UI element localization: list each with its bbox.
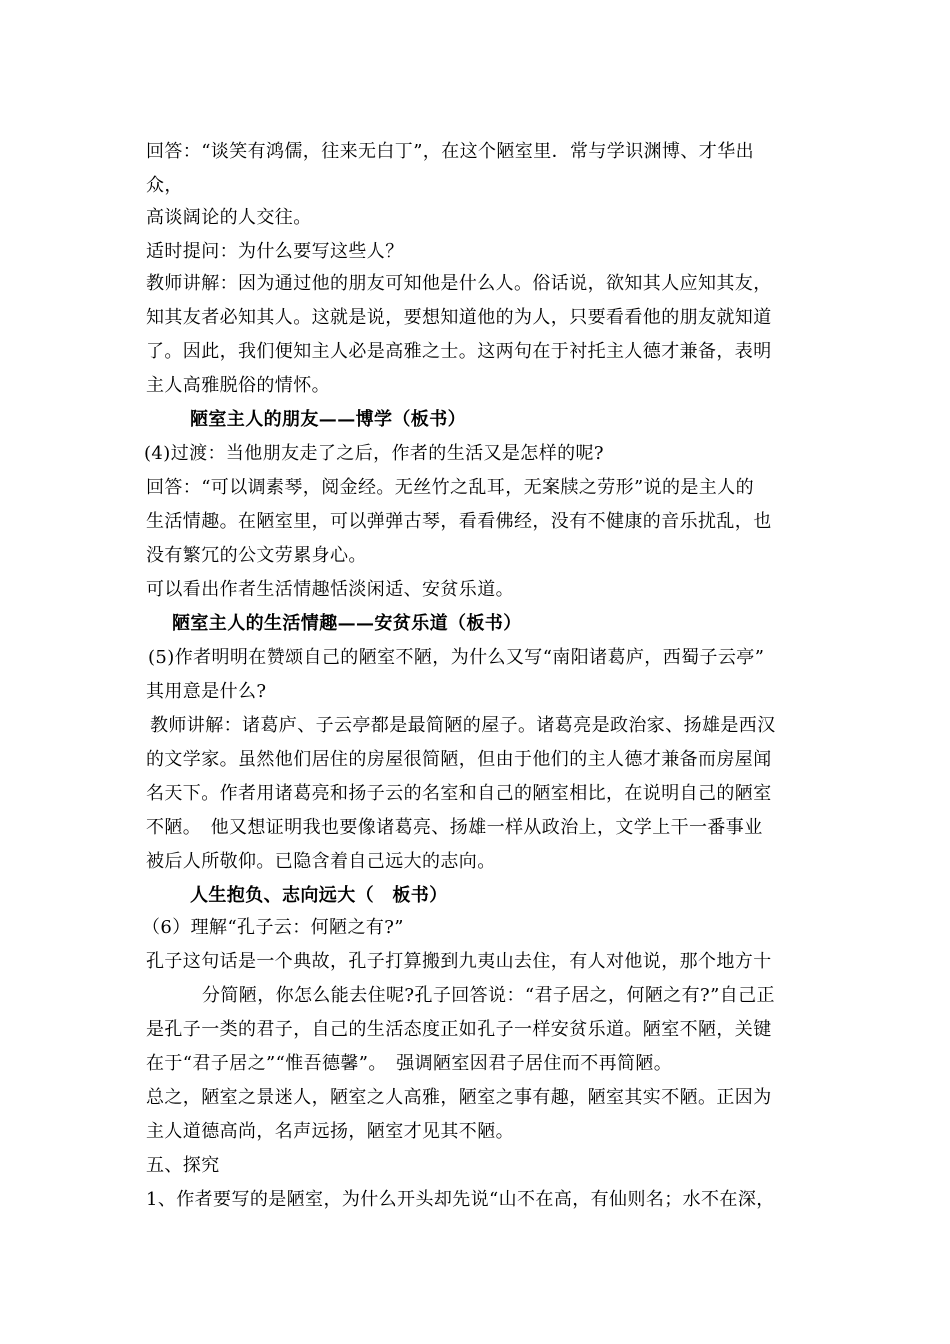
paragraph-line: 名天下。作者用诸葛亮和扬子云的名室和自己的陋室相比，在说明自己的陋室	[146, 783, 772, 804]
paragraph-line: 知其友者必知其人。这就是说，要想知道他的为人，只要看看他的朋友就知道	[146, 307, 772, 328]
paragraph-line: 在于“君子居之”“惟吾德馨”。 强调陋室因君子居住而不再简陋。	[146, 1053, 673, 1074]
paragraph-line: 分简陋，你怎么能去住呢?孔子回答说：“君子居之，何陋之有?”自己正	[202, 985, 775, 1006]
paragraph-line: 回答：“可以调素琴，阅金经。无丝竹之乱耳，无案牍之劳形”说的是主人的	[146, 477, 755, 498]
paragraph-line: 1、作者要写的是陋室，为什么开头却先说“山不在高，有仙则名；水不在深，	[146, 1189, 775, 1210]
paragraph-line: （6）理解“孔子云：何陋之有?”	[142, 917, 404, 938]
paragraph-line: (4)过渡：当他朋友走了之后，作者的生活又是怎样的呢?	[144, 443, 604, 464]
paragraph-line: 主人道德高尚，名声远扬，陋室才见其不陋。	[146, 1121, 514, 1142]
paragraph-line: 其用意是什么?	[146, 681, 267, 702]
section-heading: 五、探究	[146, 1155, 220, 1176]
paragraph-line: 教师讲解：因为通过他的朋友可知他是什么人。俗话说，欲知其人应知其友，	[146, 273, 772, 294]
paragraph-line: 的文学家。虽然他们居住的房屋很简陋，但由于他们的主人德才兼备而房屋闻	[146, 749, 772, 770]
board-note-heading: 人生抱负、志向远大（ 板书）	[190, 885, 448, 906]
paragraph-line: 教师讲解：诸葛庐、子云亭都是最简陋的屋子。诸葛亮是政治家、扬雄是西汉	[150, 715, 776, 736]
paragraph-line: 回答：“谈笑有鸿儒，往来无白丁”，在这个陋室里．常与学识渊博、才华出	[146, 141, 755, 162]
paragraph-line: 总之，陋室之景迷人，陋室之人高雅，陋室之事有趣，陋室其实不陋。正因为	[146, 1087, 772, 1108]
paragraph-line: 了。因此，我们便知主人必是高雅之士。这两句在于衬托主人德才兼备，表明	[146, 341, 772, 362]
paragraph-line: 适时提问：为什么要写这些人？	[146, 241, 404, 262]
paragraph-line: 不陋。 他又想证明我也要像诸葛亮、扬雄一样从政治上，文学上干一番事业	[146, 817, 763, 838]
paragraph-line: 是孔子一类的君子，自己的生活态度正如孔子一样安贫乐道。陋室不陋，关键	[146, 1019, 772, 1040]
paragraph-line: 被后人所敬仰。已隐含着自己远大的志向。	[146, 851, 496, 872]
paragraph-line: 没有繁冗的公文劳累身心。	[146, 545, 367, 566]
paragraph-line: 生活情趣。在陋室里，可以弹弹古琴，看看佛经，没有不健康的音乐扰乱，也	[146, 511, 772, 532]
paragraph-line: 孔子这句话是一个典故，孔子打算搬到九夷山去住，有人对他说，那个地方十	[146, 951, 772, 972]
paragraph-line: 可以看出作者生活情趣恬淡闲适、安贫乐道。	[146, 579, 514, 600]
board-note-heading: 陋室主人的朋友——博学（板书）	[190, 409, 466, 430]
paragraph-line: (5)作者明明在赞颂自己的陋室不陋，为什么又写“南阳诸葛庐，西蜀子云亭”	[148, 647, 765, 668]
paragraph-line: 高谈阔论的人交往。	[146, 207, 312, 228]
board-note-heading: 陋室主人的生活情趣——安贫乐道（板书）	[172, 613, 522, 634]
paragraph-line: 众，	[146, 175, 183, 196]
paragraph-line: 主人高雅脱俗的情怀。	[146, 375, 330, 396]
